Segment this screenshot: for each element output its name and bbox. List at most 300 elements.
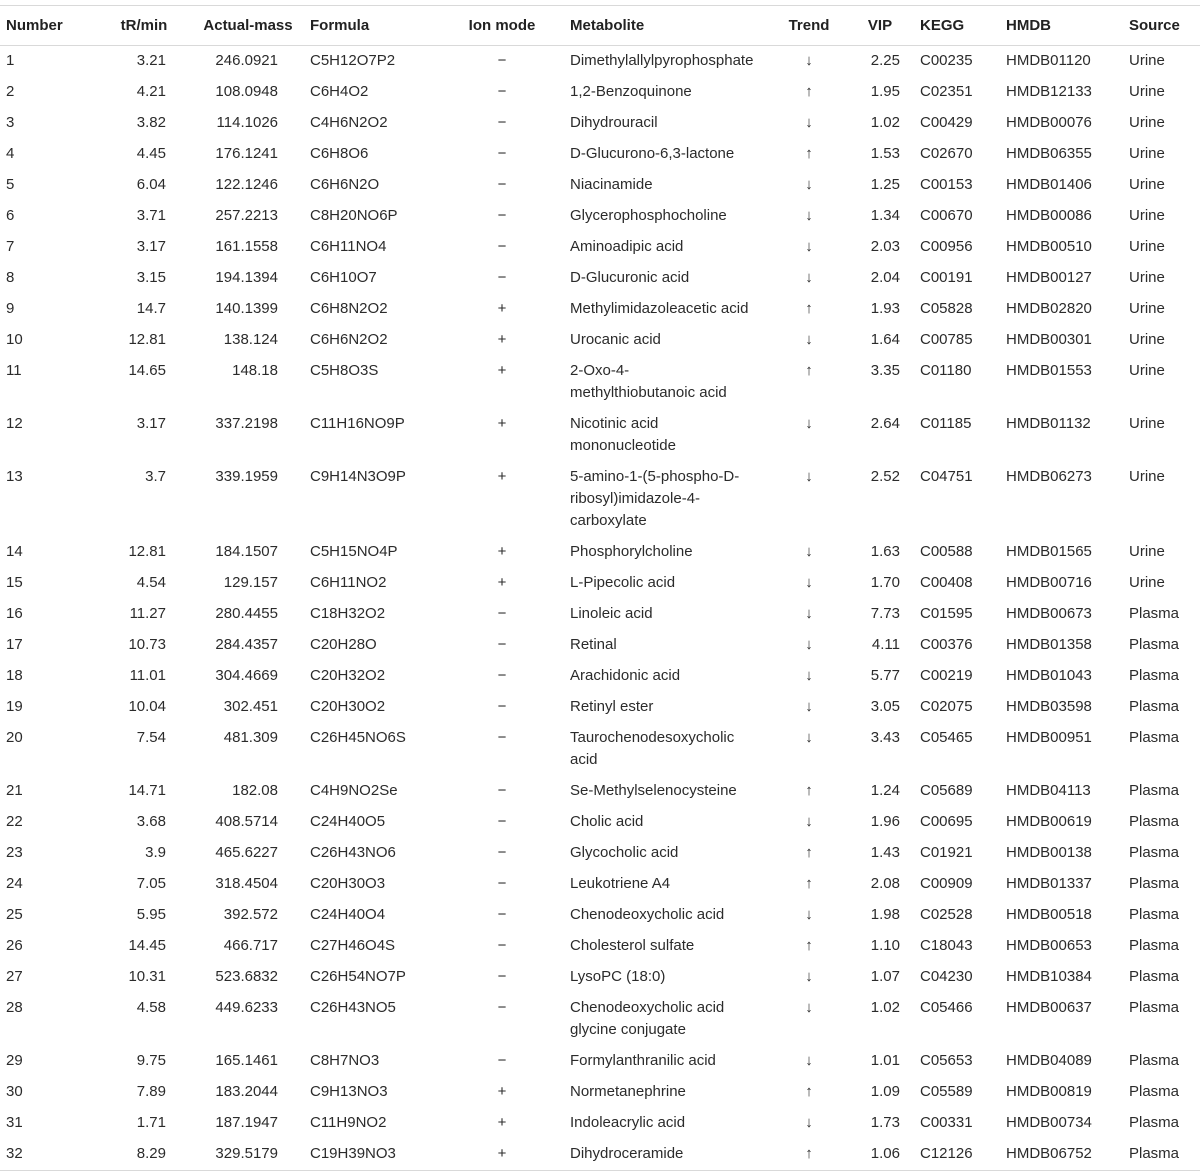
vip-cell: 1.01 [870, 1052, 900, 1069]
metabolite-cell: Dimethylallylpyrophosphate [570, 52, 754, 69]
number-cell: 27 [6, 968, 23, 985]
vip-cell: 1.73 [870, 1114, 900, 1131]
number-cell: 8 [6, 269, 15, 286]
retention-time-cell: 14.7 [136, 300, 166, 317]
vip-cell: 5.77 [870, 667, 900, 684]
number-cell: 3 [6, 114, 15, 131]
header-ion-mode: Ion mode [454, 6, 564, 46]
hmdb-cell: HMDB01406 [1006, 176, 1092, 193]
vip-cell: 2.25 [870, 52, 900, 69]
table-row [0, 294, 1200, 325]
hmdb-cell: HMDB01565 [1006, 543, 1092, 560]
metabolite-cell: Retinal [570, 636, 617, 653]
metabolite-cell: 2-Oxo-4-methylthiobutanoic acid [570, 362, 727, 401]
kegg-cell: C04230 [920, 968, 973, 985]
trend-icon: ↓ [805, 999, 813, 1016]
hmdb-cell: HMDB04089 [1006, 1052, 1092, 1069]
metabolite-cell: Dihydrouracil [570, 114, 658, 131]
trend-icon: ↓ [805, 813, 813, 830]
ion-mode-cell: − [497, 176, 507, 193]
metabolite-cell: Cholic acid [570, 813, 644, 830]
trend-icon: ↓ [805, 543, 813, 560]
trend-icon: ↓ [805, 1114, 813, 1131]
formula-cell: C20H30O3 [310, 875, 386, 892]
source-cell: Urine [1129, 83, 1165, 100]
vip-cell: 1.43 [870, 844, 900, 861]
actual-mass-cell: 114.1026 [216, 114, 278, 131]
vip-cell: 1.64 [870, 331, 900, 348]
ion-mode-cell: − [497, 906, 507, 923]
metabolite-cell: LysoPC (18:0) [570, 968, 666, 985]
metabolite-cell: Linoleic acid [570, 605, 653, 622]
vip-cell: 2.03 [870, 238, 900, 255]
ion-mode-cell: − [497, 1052, 507, 1069]
formula-cell: C8H7NO3 [310, 1052, 380, 1069]
hmdb-cell: HMDB00951 [1006, 729, 1092, 746]
kegg-cell: C00376 [920, 636, 973, 653]
retention-time-cell: 14.45 [128, 937, 166, 954]
ion-mode-cell: − [497, 875, 507, 892]
vip-cell: 1.98 [870, 906, 900, 923]
formula-cell: C6H4O2 [310, 83, 369, 100]
header-source: Source [1123, 6, 1200, 46]
metabolite-cell: Phosphorylcholine [570, 543, 693, 560]
vip-cell: 1.24 [870, 782, 900, 799]
table-row [0, 723, 1200, 776]
retention-time-cell: 14.65 [128, 362, 166, 379]
ion-mode-cell: − [497, 782, 507, 799]
retention-time-cell: 4.45 [136, 145, 166, 162]
table-row [0, 900, 1200, 931]
vip-cell: 3.35 [870, 362, 900, 379]
ion-mode-cell: − [497, 937, 507, 954]
hmdb-cell: HMDB01553 [1006, 362, 1092, 379]
ion-mode-cell: − [497, 844, 507, 861]
metabolite-cell: Formylanthranilic acid [570, 1052, 716, 1069]
table-row [0, 962, 1200, 993]
kegg-cell: C02351 [920, 83, 973, 100]
hmdb-cell: HMDB00076 [1006, 114, 1092, 131]
hmdb-cell: HMDB00716 [1006, 574, 1092, 591]
trend-icon: ↓ [805, 269, 813, 286]
ion-mode-cell: − [497, 269, 507, 286]
retention-time-cell: 7.05 [136, 875, 166, 892]
hmdb-cell: HMDB06355 [1006, 145, 1092, 162]
vip-cell: 7.73 [870, 605, 900, 622]
actual-mass-cell: 129.157 [223, 574, 278, 591]
metabolite-cell: 5-amino-1-(5-phospho-D-ribosyl)imidazole-4-carboxylate [570, 468, 740, 529]
source-cell: Plasma [1129, 729, 1180, 746]
kegg-cell: C04751 [920, 468, 973, 485]
source-cell: Plasma [1129, 1052, 1180, 1069]
ion-mode-cell: − [497, 636, 507, 653]
retention-time-cell: 3.9 [145, 844, 166, 861]
actual-mass-cell: 302.451 [223, 698, 278, 715]
source-cell: Urine [1129, 300, 1165, 317]
hmdb-cell: HMDB02820 [1006, 300, 1092, 317]
trend-icon: ↓ [805, 176, 813, 193]
table-row [0, 869, 1200, 900]
number-cell: 12 [6, 415, 23, 432]
vip-cell: 1.53 [870, 145, 900, 162]
ion-mode-cell: + [497, 415, 507, 432]
kegg-cell: C00429 [920, 114, 973, 131]
source-cell: Plasma [1129, 844, 1180, 861]
source-cell: Urine [1129, 269, 1165, 286]
table-body [0, 46, 1200, 1171]
actual-mass-cell: 138.124 [223, 331, 278, 348]
formula-cell: C9H13NO3 [310, 1083, 388, 1100]
number-cell: 15 [6, 574, 23, 591]
retention-time-cell: 3.15 [136, 269, 166, 286]
metabolite-cell: Chenodeoxycholic acid glycine conjugate [570, 999, 725, 1038]
table-row [0, 1077, 1200, 1108]
number-cell: 2 [6, 83, 15, 100]
hmdb-cell: HMDB03598 [1006, 698, 1092, 715]
metabolite-cell: Arachidonic acid [570, 667, 681, 684]
retention-time-cell: 7.54 [136, 729, 166, 746]
metabolite-cell: Indoleacrylic acid [570, 1114, 686, 1131]
formula-cell: C6H11NO4 [310, 238, 387, 255]
kegg-cell: C00153 [920, 176, 973, 193]
trend-icon: ↓ [805, 1052, 813, 1069]
table-row [0, 1046, 1200, 1077]
kegg-cell: C12126 [914, 1139, 1000, 1171]
table-row [0, 170, 1200, 201]
trend-icon: ↓ [805, 906, 813, 923]
trend-icon: ↑ [805, 1083, 813, 1100]
formula-cell: C4H6N2O2 [310, 114, 388, 131]
source-cell: Plasma [1129, 1114, 1180, 1131]
ion-mode-cell: − [497, 968, 507, 985]
ion-mode-cell: + [497, 543, 507, 560]
actual-mass-cell: 176.1241 [215, 145, 278, 162]
formula-cell: C20H28O [310, 636, 377, 653]
actual-mass-cell: 304.4669 [215, 667, 278, 684]
source-cell: Urine [1129, 145, 1165, 162]
ion-mode-cell: + [497, 1083, 507, 1100]
table-row [0, 568, 1200, 599]
kegg-cell: C01921 [920, 844, 973, 861]
kegg-cell: C00588 [920, 543, 973, 560]
metabolite-cell: Nicotinic acid mononucleotide [570, 415, 676, 454]
source-cell: Plasma [1129, 636, 1180, 653]
retention-time-cell: 3.17 [136, 415, 166, 432]
actual-mass-cell: 108.0948 [215, 83, 278, 100]
hmdb-cell: HMDB01132 [1006, 415, 1091, 432]
number-cell: 14 [6, 543, 23, 560]
header-hmdb: HMDB [1000, 6, 1123, 46]
kegg-cell: C00235 [920, 52, 973, 69]
source-cell: Urine [1129, 207, 1165, 224]
actual-mass-cell: 246.0921 [215, 52, 278, 69]
number-cell: 10 [6, 331, 23, 348]
header-retention-time: tR/min [96, 6, 192, 46]
table-row [0, 108, 1200, 139]
table-row [0, 263, 1200, 294]
trend-icon: ↑ [805, 937, 813, 954]
ion-mode-cell: − [497, 667, 507, 684]
trend-icon: ↑ [805, 362, 813, 379]
metabolite-cell: L-Pipecolic acid [570, 574, 676, 591]
kegg-cell: C05653 [920, 1052, 973, 1069]
trend-icon: ↓ [805, 52, 813, 69]
number-cell: 32 [0, 1139, 96, 1171]
hmdb-cell: HMDB06273 [1006, 468, 1092, 485]
metabolite-cell: Urocanic acid [570, 331, 661, 348]
formula-cell: C9H14N3O9P [310, 468, 406, 485]
ion-mode-cell: − [497, 999, 507, 1016]
trend-icon: ↓ [805, 331, 813, 348]
trend-icon: ↑ [805, 145, 813, 162]
trend-icon: ↓ [805, 415, 813, 432]
number-cell: 1 [6, 52, 15, 69]
metabolite-cell: Leukotriene A4 [570, 875, 671, 892]
table-row [0, 1139, 1200, 1171]
retention-time-cell: 1.71 [136, 1114, 166, 1131]
kegg-cell: C05466 [920, 999, 973, 1016]
formula-cell: C6H11NO2 [310, 574, 387, 591]
retention-time-cell: 8.29 [96, 1139, 192, 1171]
kegg-cell: C05689 [920, 782, 973, 799]
formula-cell: C11H16NO9P [310, 415, 405, 432]
table-row [0, 201, 1200, 232]
retention-time-cell: 12.81 [128, 331, 166, 348]
metabolite-cell: Taurochenodesoxycholic acid [570, 729, 735, 768]
ion-mode-cell: + [497, 300, 507, 317]
number-cell: 31 [6, 1114, 23, 1131]
hmdb-cell: HMDB00734 [1006, 1114, 1092, 1131]
hmdb-cell: HMDB00127 [1006, 269, 1092, 286]
number-cell: 18 [6, 667, 23, 684]
retention-time-cell: 3.71 [136, 207, 166, 224]
actual-mass-cell: 449.6233 [215, 999, 278, 1016]
hmdb-cell: HMDB00138 [1006, 844, 1092, 861]
vip-cell: 3.05 [870, 698, 900, 715]
vip-cell: 1.96 [870, 813, 900, 830]
metabolite-cell: Normetanephrine [570, 1083, 686, 1100]
ion-mode-cell: + [454, 1139, 564, 1171]
hmdb-cell: HMDB01358 [1006, 636, 1092, 653]
header-kegg: KEGG [914, 6, 1000, 46]
actual-mass-cell: 194.1394 [215, 269, 278, 286]
metabolite-cell: D-Glucuronic acid [570, 269, 690, 286]
actual-mass-cell: 280.4455 [215, 605, 278, 622]
number-cell: 26 [6, 937, 23, 954]
table-row [0, 77, 1200, 108]
retention-time-cell: 10.04 [128, 698, 166, 715]
kegg-cell: C00670 [920, 207, 973, 224]
source-cell: Plasma [1129, 937, 1180, 954]
table-row [0, 776, 1200, 807]
kegg-cell: C00219 [920, 667, 973, 684]
actual-mass-cell: 184.1507 [215, 543, 278, 560]
trend-icon: ↓ [805, 114, 813, 131]
number-cell: 30 [6, 1083, 23, 1100]
kegg-cell: C00331 [920, 1114, 973, 1131]
vip-cell: 1.34 [870, 207, 900, 224]
retention-time-cell: 5.95 [136, 906, 166, 923]
number-cell: 5 [6, 176, 15, 193]
actual-mass-cell: 183.2044 [215, 1083, 278, 1100]
actual-mass-cell: 257.2213 [215, 207, 278, 224]
retention-time-cell: 6.04 [136, 176, 166, 193]
number-cell: 4 [6, 145, 15, 162]
trend-icon: ↓ [805, 468, 813, 485]
trend-icon: ↑ [782, 1139, 854, 1171]
table-row [0, 692, 1200, 723]
kegg-cell: C00956 [920, 238, 973, 255]
kegg-cell: C00909 [920, 875, 973, 892]
source-cell: Urine [1129, 415, 1165, 432]
trend-icon: ↑ [805, 300, 813, 317]
retention-time-cell: 11.01 [129, 667, 166, 684]
kegg-cell: C00408 [920, 574, 973, 591]
kegg-cell: C00191 [920, 269, 973, 286]
retention-time-cell: 10.31 [128, 968, 166, 985]
source-cell: Urine [1129, 543, 1165, 560]
metabolite-cell: Glycocholic acid [570, 844, 679, 861]
formula-cell: C20H32O2 [310, 667, 386, 684]
retention-time-cell: 3.21 [136, 52, 166, 69]
retention-time-cell: 7.89 [136, 1083, 166, 1100]
kegg-cell: C05828 [920, 300, 973, 317]
hmdb-cell: HMDB00653 [1006, 937, 1092, 954]
formula-cell: C26H43NO5 [310, 999, 396, 1016]
trend-icon: ↓ [805, 207, 813, 224]
number-cell: 25 [6, 906, 23, 923]
ion-mode-cell: + [497, 574, 507, 591]
retention-time-cell: 14.71 [128, 782, 166, 799]
source-cell: Plasma [1129, 875, 1180, 892]
kegg-cell: C05589 [920, 1083, 973, 1100]
retention-time-cell: 3.68 [136, 813, 166, 830]
vip-cell: 2.52 [870, 468, 900, 485]
trend-icon: ↓ [805, 729, 813, 746]
number-cell: 7 [6, 238, 15, 255]
trend-icon: ↓ [805, 605, 813, 622]
actual-mass-cell: 466.717 [223, 937, 278, 954]
formula-cell: C4H9NO2Se [310, 782, 398, 799]
formula-cell: C26H45NO6S [310, 729, 406, 746]
kegg-cell: C00695 [920, 813, 973, 830]
metabolite-cell: Cholesterol sulfate [570, 937, 695, 954]
metabolite-cell: D-Glucurono-6,3-lactone [570, 145, 735, 162]
trend-icon: ↓ [805, 574, 813, 591]
vip-cell: 1.02 [870, 114, 900, 131]
formula-cell: C26H54NO7P [310, 968, 406, 985]
kegg-cell: C01185 [920, 415, 972, 432]
number-cell: 21 [6, 782, 23, 799]
table-row [0, 462, 1200, 537]
ion-mode-cell: + [497, 468, 507, 485]
header-trend: Trend [782, 6, 854, 46]
actual-mass-cell: 339.1959 [215, 468, 278, 485]
formula-cell: C20H30O2 [310, 698, 386, 715]
actual-mass-cell: 284.4357 [215, 636, 278, 653]
header-vip: VIP [854, 6, 914, 46]
actual-mass-cell: 140.1399 [215, 300, 278, 317]
metabolite-cell: Aminoadipic acid [570, 238, 684, 255]
number-cell: 19 [6, 698, 23, 715]
table-row [0, 46, 1200, 78]
header-number: Number [0, 6, 96, 46]
header-row [0, 6, 1200, 46]
source-cell: Plasma [1129, 782, 1180, 799]
hmdb-cell: HMDB01337 [1006, 875, 1092, 892]
actual-mass-cell: 187.1947 [215, 1114, 278, 1131]
vip-cell: 1.02 [870, 999, 900, 1016]
table-row [0, 599, 1200, 630]
metabolite-cell: Se-Methylselenocysteine [570, 782, 737, 799]
formula-cell: C6H8O6 [310, 145, 369, 162]
trend-icon: ↓ [805, 698, 813, 715]
table-row [0, 993, 1200, 1046]
hmdb-cell: HMDB00619 [1006, 813, 1092, 830]
metabolite-cell: Niacinamide [570, 176, 653, 193]
ion-mode-cell: − [497, 52, 507, 69]
number-cell: 22 [6, 813, 23, 830]
number-cell: 28 [6, 999, 23, 1016]
retention-time-cell: 4.58 [136, 999, 166, 1016]
table-row [0, 1108, 1200, 1139]
source-cell: Plasma [1129, 667, 1180, 684]
actual-mass-cell: 122.1246 [215, 176, 278, 193]
vip-cell: 1.95 [870, 83, 900, 100]
vip-cell: 1.25 [870, 176, 900, 193]
actual-mass-cell: 329.5179 [192, 1139, 304, 1171]
hmdb-cell: HMDB01043 [1006, 667, 1092, 684]
ion-mode-cell: − [497, 114, 507, 131]
table-row [0, 409, 1200, 462]
source-cell: Plasma [1129, 1083, 1180, 1100]
vip-cell: 1.06 [854, 1139, 914, 1171]
kegg-cell: C02075 [920, 698, 973, 715]
metabolite-cell: 1,2-Benzoquinone [570, 83, 692, 100]
ion-mode-cell: + [497, 331, 507, 348]
trend-icon: ↑ [805, 875, 813, 892]
actual-mass-cell: 182.08 [232, 782, 278, 799]
hmdb-cell: HMDB00518 [1006, 906, 1092, 923]
ion-mode-cell: − [497, 238, 507, 255]
number-cell: 16 [6, 605, 23, 622]
ion-mode-cell: + [497, 1114, 507, 1131]
ion-mode-cell: − [497, 605, 507, 622]
formula-cell: C5H8O3S [310, 362, 379, 379]
retention-time-cell: 10.73 [128, 636, 166, 653]
kegg-cell: C02670 [920, 145, 973, 162]
kegg-cell: C18043 [920, 937, 973, 954]
formula-cell: C24H40O4 [310, 906, 386, 923]
formula-cell: C27H46O4S [310, 937, 396, 954]
actual-mass-cell: 337.2198 [215, 415, 278, 432]
header-actual-mass: Actual-mass [192, 6, 304, 46]
vip-cell: 2.04 [870, 269, 900, 286]
trend-icon: ↑ [805, 83, 813, 100]
formula-cell: C6H6N2O2 [310, 331, 388, 348]
hmdb-cell: HMDB06752 [1000, 1139, 1123, 1171]
number-cell: 9 [6, 300, 15, 317]
formula-cell: C18H32O2 [310, 605, 386, 622]
kegg-cell: C01180 [920, 362, 972, 379]
hmdb-cell: HMDB00819 [1006, 1083, 1092, 1100]
formula-cell: C6H8N2O2 [310, 300, 388, 317]
vip-cell: 4.11 [871, 636, 900, 653]
formula-cell: C8H20NO6P [310, 207, 398, 224]
vip-cell: 1.93 [870, 300, 900, 317]
source-cell: Urine [1129, 468, 1165, 485]
source-cell: Urine [1129, 362, 1165, 379]
